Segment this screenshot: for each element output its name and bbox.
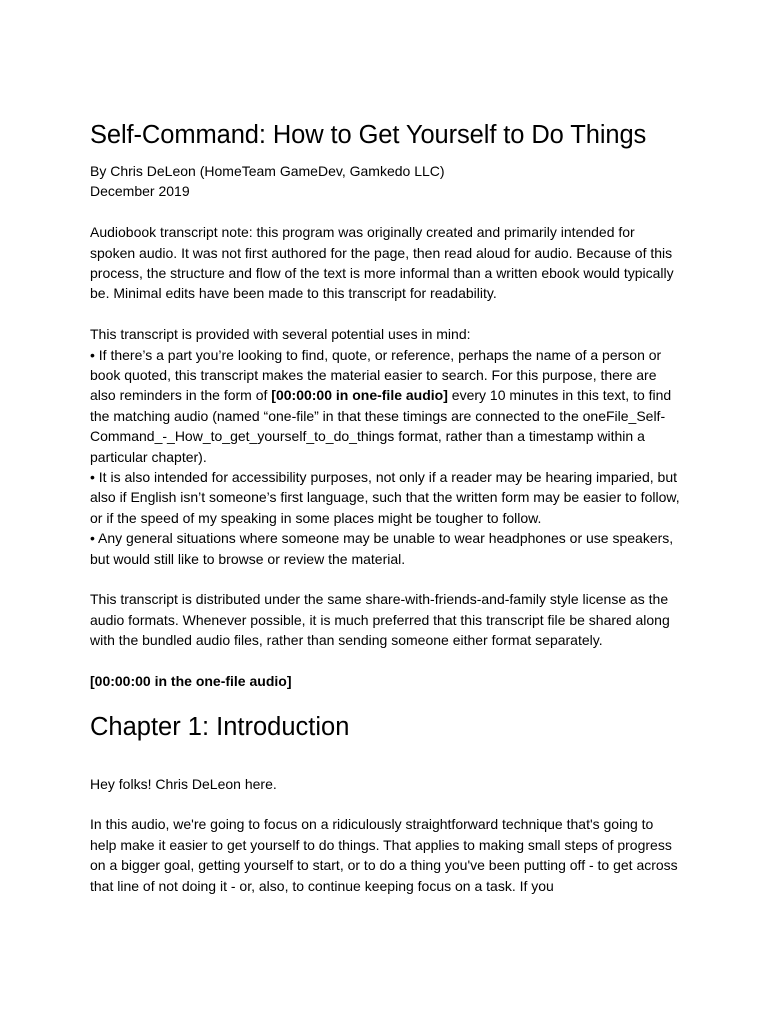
spacer (90, 202, 682, 222)
spacer (90, 651, 682, 671)
document-meta (90, 161, 682, 202)
spacer (90, 304, 682, 324)
intro-paragraph: In this audio, we're going to focus on a ridiculously straightforward technique that's going to help make it easier to get yourself to do things. That applies to making small steps of progress on a bigger goal, getting yourself to start, or to do a thing you've been putting off - to get across that line of not doing it - or, also, to continue keeping focus on a task. If you (90, 816, 678, 894)
timestamp-marker: [00:00:00 in the one-file audio] (90, 673, 292, 690)
transcript-note: Audiobook transcript note: this program was originally created and primarily intended for spoken audio. It was not first authored for the page, then read aloud for audio. Because of this process, the structure and flow of the text is more informal than a written ebook would typically be. Minimal edits have been made to this transcript for readability. (90, 224, 674, 302)
document-content (90, 118, 682, 896)
bullet-headphones: • Any general situations where someone may be unable to wear headphones or use speakers, but would still like to browse or review the material. (90, 530, 674, 567)
bullet-search-text-end: every 10 minutes in this text, to find the matching audio (named “one-file” in that these timings are connected to the oneFile_Self-Command_-_How_to_get_yourself_to_do_things format, rather than a timestamp within a particular chapter). (90, 387, 672, 465)
publication-date: December 2019 (90, 183, 190, 200)
bullet-accessibility: • It is also intended for accessibility purposes, not only if a reader may be hearing imparied, but also if English isn’t someone’s first language, such that the written form may be easier to follow, or if the speed of my speaking in some places might be tougher to follow. (90, 469, 680, 526)
byline: By Chris DeLeon (HomeTeam GameDev, Gamkedo LLC) (90, 163, 445, 179)
spacer (90, 569, 682, 589)
chapter-heading: Chapter 1: Introduction (90, 712, 350, 741)
uses-intro: This transcript is provided with several potential uses in mind: (90, 326, 471, 343)
spacer (90, 744, 682, 774)
greeting-paragraph: Hey folks! Chris DeLeon here. (90, 775, 277, 792)
document-title: Self-Command: How to Get Yourself to Do Things (90, 121, 647, 149)
bullet-search (90, 345, 682, 467)
timestamp-reminder: [00:00:00 in one-file audio] (271, 387, 448, 404)
bullet-search-text-start: • If there’s a part you’re looking to find, quote, or reference, perhaps the name of a person or book quoted, this transcript makes the material easier to search. For this purpose, there are also reminders in the form of (90, 346, 662, 404)
spacer (90, 794, 682, 814)
license-paragraph: This transcript is distributed under the same share-with-friends-and-family style license as the audio formats. Whenever possible, it is much preferred that this transcript file be shared along with the bundled audio files, rather than sending someone either format separately. (90, 591, 670, 649)
